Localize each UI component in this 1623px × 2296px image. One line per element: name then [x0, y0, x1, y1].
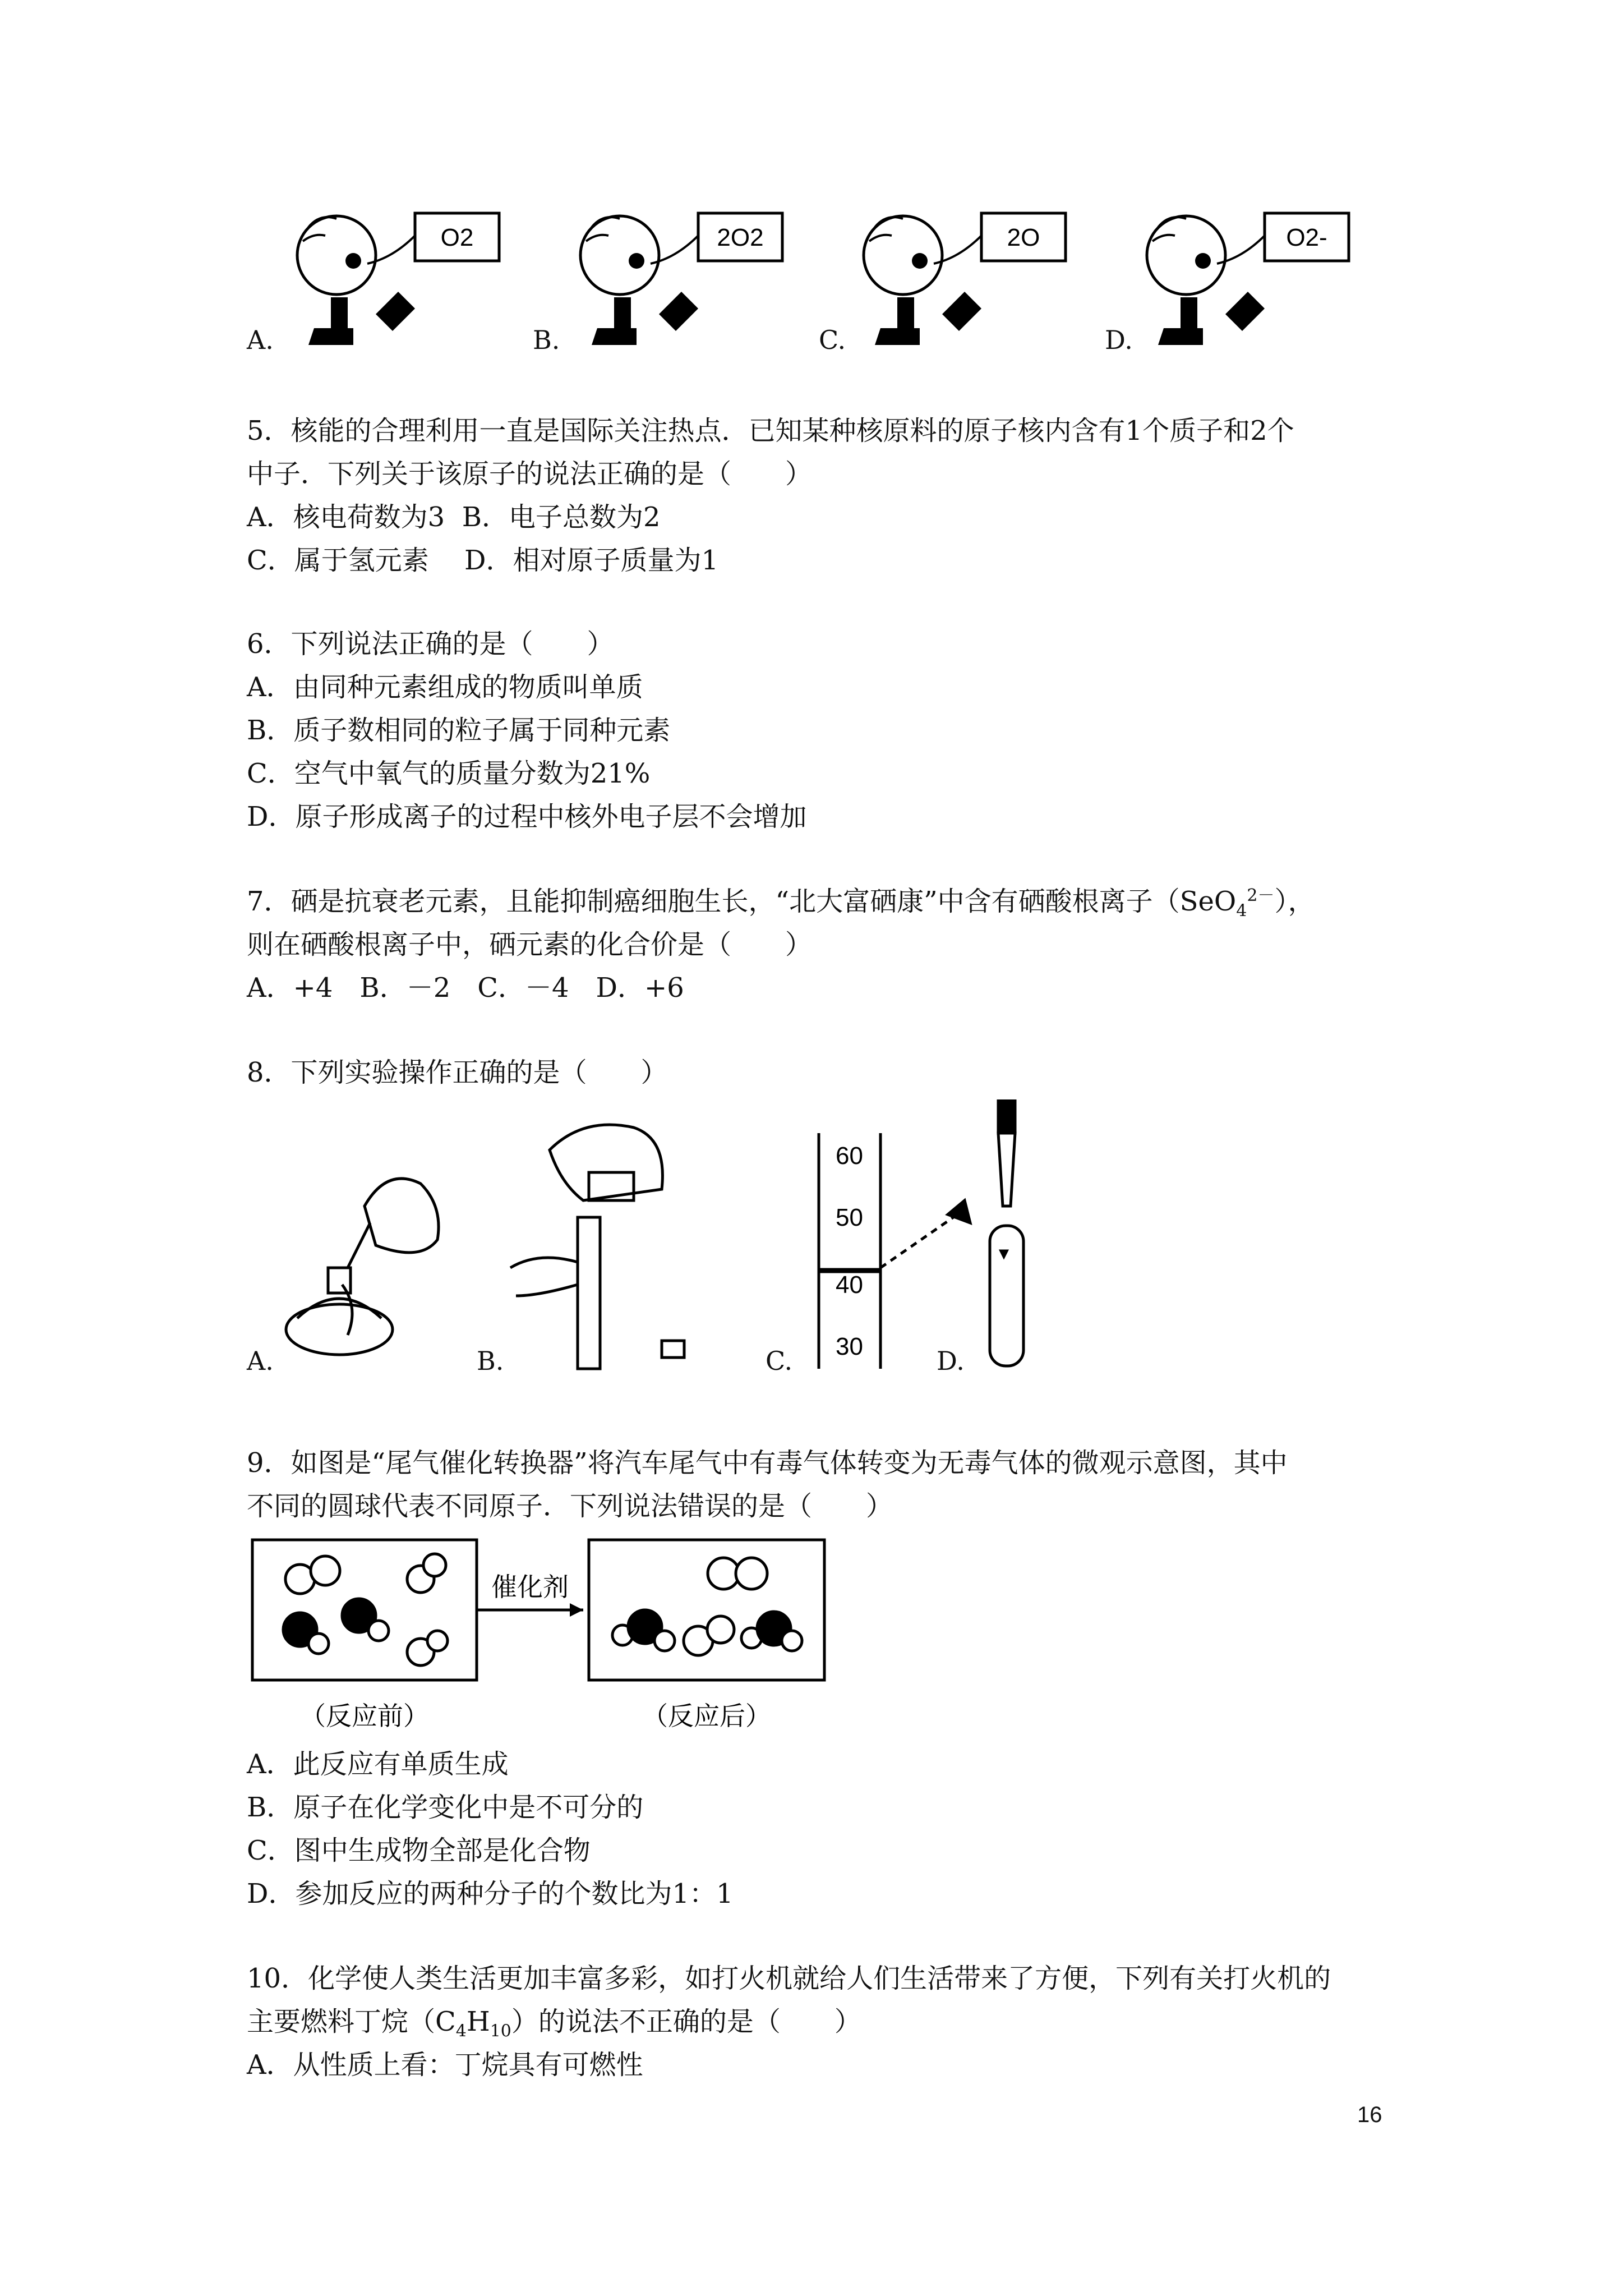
q10-h: H	[466, 2006, 490, 2037]
q10-option-a: A．从性质上看：丁烷具有可燃性	[247, 2049, 643, 2081]
q4-option-d-label: D.	[1105, 325, 1133, 355]
q5-options-row2: C．属于氢元素 D．相对原子质量为1	[247, 545, 719, 576]
q4-bubble-b: 2O2	[717, 224, 764, 251]
q8-cylinder-tick-50: 50	[836, 1204, 863, 1231]
q4-bubble-c: 2O	[1007, 224, 1040, 251]
q8-figure-svg	[275, 1099, 1060, 1380]
q7-subscript: 4	[1236, 901, 1247, 921]
q4-bubble-a: O2	[440, 224, 474, 251]
q9-before-label: （反应前）	[300, 1701, 429, 1731]
q7-options: A．+4 B．－2 C．－4 D．+6	[247, 972, 684, 1004]
q7-superscript: 2－	[1247, 886, 1275, 905]
page-number: 16	[1357, 2102, 1382, 2127]
q5-stem-line2: 中子．下列关于该原子的说法正确的是（ ）	[247, 458, 813, 490]
q8-option-b-label: B.	[477, 1346, 504, 1376]
q9-reaction-diagram	[247, 1534, 836, 1747]
q8-pouring-figure	[510, 1125, 684, 1369]
q8-cylinder-tick-40: 40	[836, 1271, 863, 1299]
q7-stem-line1	[247, 885, 1315, 921]
q10-sub-c: 4	[455, 2021, 467, 2041]
q6-stem: 6．下列说法正确的是（ ）	[247, 628, 614, 660]
q10-stem-line1: 10．化学使人类生活更加丰富多彩，如打火机就给人们生活带来了方便，下列有关打火机的	[247, 1963, 1331, 1994]
q10-sub-h: 10	[490, 2021, 511, 2041]
q4-option-c-label: C.	[819, 325, 846, 355]
q8-option-d-label: D.	[937, 1346, 965, 1376]
q9-diagram-svg	[247, 1534, 836, 1747]
q9-after-box	[589, 1540, 824, 1680]
q8-option-c-label: C.	[766, 1346, 793, 1376]
q7-line1-end: ），	[1274, 886, 1315, 917]
q9-after-label: （反应后）	[642, 1701, 771, 1731]
q9-option-c: C．图中生成物全部是化合物	[247, 1835, 591, 1866]
q8-alcohol-lamp-figure	[286, 1179, 439, 1355]
q9-option-a: A．此反应有单质生成	[247, 1749, 509, 1780]
q9-stem-line1: 9．如图是“尾气催化转换器”将汽车尾气中有毒气体转变为无毒气体的微观示意图，其中	[247, 1447, 1288, 1479]
q8-option-a-label: A.	[247, 1346, 274, 1376]
q9-catalyst-label: 催化剂	[491, 1572, 569, 1602]
q10-line2-end: ）的说法不正确的是（ ）	[511, 2006, 861, 2037]
q6-option-c: C．空气中氧气的质量分数为21%	[247, 758, 651, 789]
q6-option-d: D．原子形成离子的过程中核外电子层不会增加	[247, 801, 807, 832]
q9-option-b: B．原子在化学变化中是不可分的	[247, 1792, 644, 1823]
q10-stem-line2	[247, 2005, 861, 2039]
q9-option-d: D．参加反应的两种分子的个数比为1：1	[247, 1878, 734, 1910]
q7-line1-text: 7．硒是抗衰老元素，且能抑制癌细胞生长，“北大富硒康”中含有硒酸根离子（SeO	[247, 886, 1237, 917]
q8-cylinder-tick-30: 30	[836, 1333, 863, 1360]
q8-figures	[275, 1099, 1060, 1380]
q4-option-a-label: A.	[247, 325, 274, 355]
q6-option-b: B．质子数相同的粒子属于同种元素	[247, 715, 671, 746]
q8-cylinder-tick-60: 60	[836, 1142, 863, 1170]
q6-option-a: A．由同种元素组成的物质叫单质	[247, 671, 643, 703]
q7-stem-line2: 则在硒酸根离子中，硒元素的化合价是（ ）	[247, 929, 813, 960]
q5-options-row1: A．核电荷数为3 B．电子总数为2	[247, 501, 661, 533]
q10-line2-start: 主要燃料丁烷（C	[247, 2006, 456, 2037]
q4-bubble-d: O2-	[1286, 224, 1327, 251]
q8-dropper-figure	[990, 1099, 1023, 1366]
q9-stem-line2: 不同的圆球代表不同原子．下列说法错误的是（ ）	[247, 1490, 893, 1522]
q8-stem: 8．下列实验操作正确的是（ ）	[247, 1057, 668, 1088]
q4-option-b-label: B.	[533, 325, 560, 355]
q5-stem-line1: 5．核能的合理利用一直是国际关注热点．已知某种核原料的原子核内含有1个质子和2个	[247, 415, 1294, 447]
